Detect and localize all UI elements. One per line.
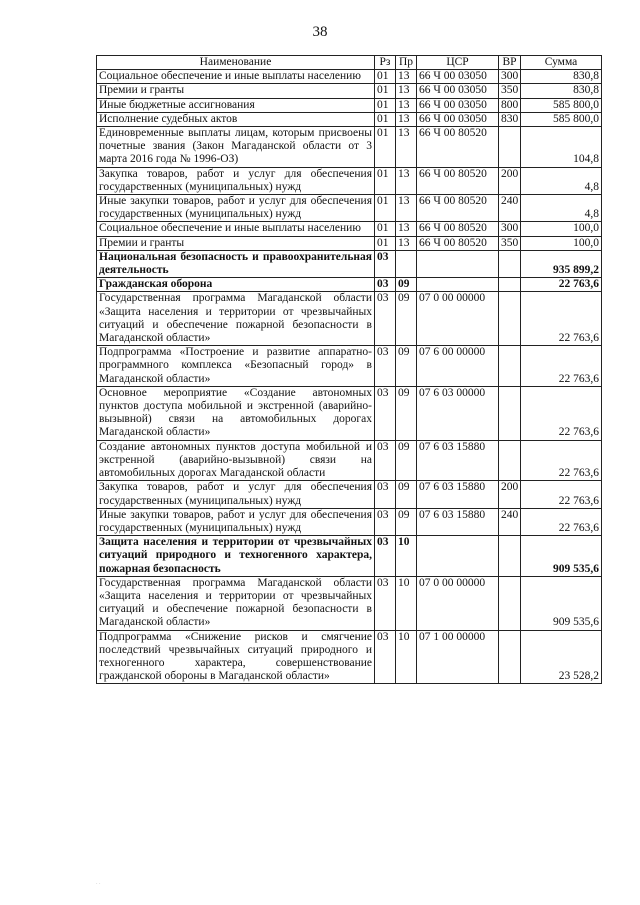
row-rz-cell: 03 <box>375 508 396 535</box>
row-rz-cell: 03 <box>375 386 396 440</box>
row-pr-cell: 10 <box>396 630 417 684</box>
table-row <box>97 386 602 440</box>
table-row <box>97 536 602 577</box>
table-row <box>97 84 602 98</box>
row-csr-cell: 07 6 00 00000 <box>417 346 499 387</box>
table-row <box>97 440 602 481</box>
row-sum-cell: 22 763,6 <box>521 278 602 292</box>
row-csr-cell: 66 Ч 00 80520 <box>417 236 499 250</box>
row-vr-cell <box>499 576 521 630</box>
row-rz-cell: 03 <box>375 346 396 387</box>
row-vr-cell: 240 <box>499 195 521 222</box>
row-csr-cell: 66 Ч 00 80520 <box>417 195 499 222</box>
row-name-cell: Единовременные выплаты лицам, которым присвоены почетные звания (Закон Магаданской области от 3 марта 2016 года № 1996-ОЗ) <box>97 127 375 168</box>
page-number: 38 <box>312 24 328 40</box>
row-pr-cell: 09 <box>396 386 417 440</box>
table-row <box>97 508 602 535</box>
row-name-cell: Гражданская оборона <box>97 278 375 292</box>
row-name-cell: Социальное обеспечение и иные выплаты населению <box>97 222 375 236</box>
row-sum-cell: 22 763,6 <box>521 346 602 387</box>
row-name-cell: Исполнение судебных актов <box>97 112 375 126</box>
row-rz-cell: 01 <box>375 112 396 126</box>
row-name-cell: Закупка товаров, работ и услуг для обеспечения государственных (муниципальных) нужд <box>97 481 375 508</box>
row-vr-cell: 830 <box>499 112 521 126</box>
row-sum-cell: 585 800,0 <box>521 98 602 112</box>
row-sum-cell: 104,8 <box>521 127 602 168</box>
row-sum-cell: 4,8 <box>521 167 602 194</box>
header-sum: Сумма <box>521 56 602 70</box>
row-pr-cell: 13 <box>396 195 417 222</box>
row-sum-cell: 585 800,0 <box>521 112 602 126</box>
row-csr-cell: 07 6 03 15880 <box>417 440 499 481</box>
row-rz-cell: 01 <box>375 84 396 98</box>
row-pr-cell: 09 <box>396 278 417 292</box>
row-rz-cell: 03 <box>375 250 396 277</box>
row-name-cell: Подпрограмма «Снижение рисков и смягчение последствий чрезвычайных ситуаций природного и техногенного характера, совершенствование гражданской обороны в Магаданской области» <box>97 630 375 684</box>
row-vr-cell: 800 <box>499 98 521 112</box>
row-vr-cell <box>499 250 521 277</box>
row-name-cell: Защита населения и территории от чрезвычайных ситуаций природного и техногенного характера, пожарная безопасность <box>97 536 375 577</box>
row-pr-cell: 09 <box>396 481 417 508</box>
row-csr-cell <box>417 536 499 577</box>
row-csr-cell: 66 Ч 00 80520 <box>417 167 499 194</box>
row-pr-cell: 10 <box>396 536 417 577</box>
row-pr-cell: 13 <box>396 84 417 98</box>
header-pr: Пр <box>396 56 417 70</box>
row-rz-cell: 01 <box>375 70 396 84</box>
table-row <box>97 236 602 250</box>
row-rz-cell: 03 <box>375 576 396 630</box>
row-name-cell: Основное мероприятие «Создание автономных пунктов доступа мобильной и экстренной (аварийно-вызывной) связи на автомобильных дорогах Магаданской области» <box>97 386 375 440</box>
table-row <box>97 167 602 194</box>
row-sum-cell: 4,8 <box>521 195 602 222</box>
row-csr-cell <box>417 278 499 292</box>
header-rz: Рз <box>375 56 396 70</box>
row-vr-cell: 300 <box>499 70 521 84</box>
row-vr-cell <box>499 127 521 168</box>
row-rz-cell: 01 <box>375 236 396 250</box>
row-name-cell: Премии и гранты <box>97 236 375 250</box>
row-sum-cell: 100,0 <box>521 236 602 250</box>
row-vr-cell: 300 <box>499 222 521 236</box>
table-row <box>97 250 602 277</box>
row-sum-cell: 909 535,6 <box>521 576 602 630</box>
row-name-cell: Подпрограмма «Построение и развитие аппаратно-программного комплекса «Безопасный город» в Магаданской области» <box>97 346 375 387</box>
row-sum-cell: 909 535,6 <box>521 536 602 577</box>
row-vr-cell <box>499 536 521 577</box>
row-rz-cell: 01 <box>375 167 396 194</box>
row-name-cell: Национальная безопасность и правоохранительная деятельность <box>97 250 375 277</box>
row-pr-cell: 13 <box>396 236 417 250</box>
table-header-row <box>97 56 602 70</box>
table-row <box>97 112 602 126</box>
row-csr-cell: 07 0 00 00000 <box>417 292 499 346</box>
row-sum-cell: 22 763,6 <box>521 386 602 440</box>
row-rz-cell: 01 <box>375 98 396 112</box>
row-name-cell: Создание автономных пунктов доступа мобильной и экстренной (аварийно-вызывной) связи на автомобильных дорогах Магаданской области <box>97 440 375 481</box>
row-pr-cell: 13 <box>396 167 417 194</box>
row-sum-cell: 830,8 <box>521 84 602 98</box>
row-vr-cell: 240 <box>499 508 521 535</box>
row-vr-cell: 350 <box>499 236 521 250</box>
row-sum-cell: 935 899,2 <box>521 250 602 277</box>
row-rz-cell: 03 <box>375 278 396 292</box>
row-csr-cell: 66 Ч 00 03050 <box>417 84 499 98</box>
row-pr-cell: 13 <box>396 127 417 168</box>
row-rz-cell: 03 <box>375 292 396 346</box>
row-pr-cell: 09 <box>396 292 417 346</box>
row-vr-cell <box>499 630 521 684</box>
row-vr-cell: 200 <box>499 167 521 194</box>
row-csr-cell: 07 0 00 00000 <box>417 576 499 630</box>
row-csr-cell: 07 6 03 15880 <box>417 508 499 535</box>
row-rz-cell: 03 <box>375 440 396 481</box>
row-rz-cell: 03 <box>375 536 396 577</box>
table-row <box>97 346 602 387</box>
row-vr-cell <box>499 346 521 387</box>
row-name-cell: Закупка товаров, работ и услуг для обеспечения государственных (муниципальных) нужд <box>97 167 375 194</box>
row-pr-cell: 09 <box>396 440 417 481</box>
row-csr-cell: 66 Ч 00 03050 <box>417 112 499 126</box>
row-csr-cell: 66 Ч 00 03050 <box>417 98 499 112</box>
header-csr: ЦСР <box>417 56 499 70</box>
row-sum-cell: 100,0 <box>521 222 602 236</box>
row-vr-cell <box>499 440 521 481</box>
row-name-cell: Иные бюджетные ассигнования <box>97 98 375 112</box>
row-csr-cell <box>417 250 499 277</box>
row-pr-cell: 09 <box>396 508 417 535</box>
table-row <box>97 278 602 292</box>
table-row <box>97 292 602 346</box>
row-pr-cell: 13 <box>396 98 417 112</box>
table-row <box>97 576 602 630</box>
row-sum-cell: 22 763,6 <box>521 292 602 346</box>
row-sum-cell: 22 763,6 <box>521 508 602 535</box>
table-row <box>97 70 602 84</box>
row-sum-cell: 22 763,6 <box>521 440 602 481</box>
scan-marks: . . <box>96 880 101 886</box>
row-csr-cell: 66 Ч 00 80520 <box>417 127 499 168</box>
row-sum-cell: 22 763,6 <box>521 481 602 508</box>
row-vr-cell: 350 <box>499 84 521 98</box>
row-csr-cell: 66 Ч 00 80520 <box>417 222 499 236</box>
row-name-cell: Премии и гранты <box>97 84 375 98</box>
row-rz-cell: 03 <box>375 481 396 508</box>
table-row <box>97 630 602 684</box>
row-vr-cell <box>499 292 521 346</box>
row-pr-cell: 13 <box>396 222 417 236</box>
table-row <box>97 98 602 112</box>
row-name-cell: Иные закупки товаров, работ и услуг для обеспечения государственных (муниципальных) нужд <box>97 195 375 222</box>
row-name-cell: Иные закупки товаров, работ и услуг для обеспечения государственных (муниципальных) нужд <box>97 508 375 535</box>
row-name-cell: Государственная программа Магаданской области «Защита населения и территории от чрезвычайных ситуаций и обеспечение пожарной безопасности в Магаданской области» <box>97 576 375 630</box>
table-row <box>97 481 602 508</box>
row-csr-cell: 07 1 00 00000 <box>417 630 499 684</box>
row-vr-cell: 200 <box>499 481 521 508</box>
row-csr-cell: 07 6 03 00000 <box>417 386 499 440</box>
table-row <box>97 195 602 222</box>
table-row <box>97 222 602 236</box>
row-rz-cell: 01 <box>375 195 396 222</box>
row-sum-cell: 23 528,2 <box>521 630 602 684</box>
row-pr-cell: 13 <box>396 70 417 84</box>
row-rz-cell: 03 <box>375 630 396 684</box>
table-row <box>97 127 602 168</box>
row-rz-cell: 01 <box>375 127 396 168</box>
row-pr-cell: 13 <box>396 112 417 126</box>
row-pr-cell: 10 <box>396 576 417 630</box>
row-csr-cell: 07 6 03 15880 <box>417 481 499 508</box>
row-pr-cell <box>396 250 417 277</box>
row-name-cell: Государственная программа Магаданской области «Защита населения и территории от чрезвычайных ситуаций и обеспечение пожарной безопасности в Магаданской области» <box>97 292 375 346</box>
row-csr-cell: 66 Ч 00 03050 <box>417 70 499 84</box>
budget-table <box>96 55 602 684</box>
row-vr-cell <box>499 386 521 440</box>
header-name: Наименование <box>97 56 375 70</box>
header-vr: ВР <box>499 56 521 70</box>
row-name-cell: Социальное обеспечение и иные выплаты населению <box>97 70 375 84</box>
row-sum-cell: 830,8 <box>521 70 602 84</box>
row-rz-cell: 01 <box>375 222 396 236</box>
row-vr-cell <box>499 278 521 292</box>
row-pr-cell: 09 <box>396 346 417 387</box>
